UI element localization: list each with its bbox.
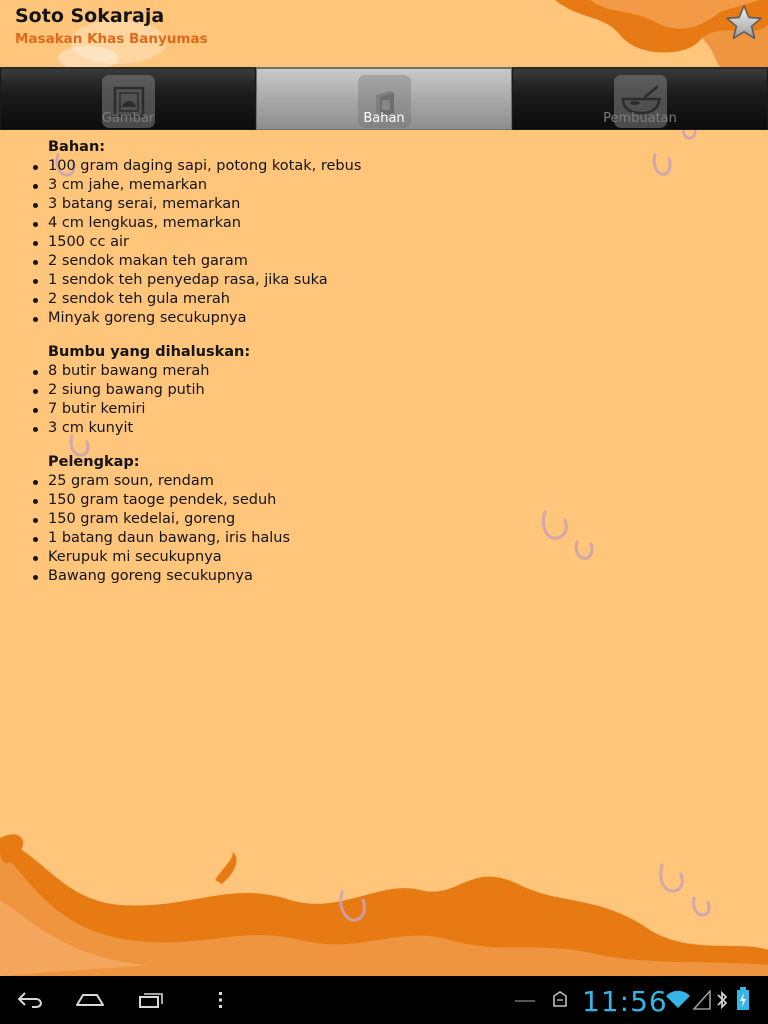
list-item: 3 cm kunyit bbox=[48, 419, 768, 438]
section-bumbu bbox=[0, 343, 768, 438]
list-item: 1 batang daun bawang, iris halus bbox=[48, 529, 768, 548]
tab-gambar-label: Gambar bbox=[101, 111, 155, 126]
list-item: 8 butir bawang merah bbox=[48, 362, 768, 381]
recent-apps-icon bbox=[136, 990, 166, 1010]
tab-pembuatan[interactable] bbox=[512, 67, 768, 130]
list-item: Bawang goreng secukupnya bbox=[48, 567, 768, 586]
ingredient-list bbox=[0, 362, 768, 438]
page-subtitle: Masakan Khas Banyumas bbox=[15, 31, 208, 47]
list-item: 2 sendok teh gula merah bbox=[48, 290, 768, 309]
list-item: 1500 cc air bbox=[48, 233, 768, 252]
list-item: 2 siung bawang putih bbox=[48, 381, 768, 400]
list-item: 3 cm jahe, memarkan bbox=[48, 176, 768, 195]
back-icon bbox=[16, 990, 46, 1010]
section-bahan bbox=[0, 138, 768, 328]
list-item: 25 gram soun, rendam bbox=[48, 472, 768, 491]
tab-bahan[interactable] bbox=[256, 67, 512, 130]
recent-apps-button[interactable] bbox=[134, 986, 168, 1014]
tab-bar bbox=[0, 67, 768, 130]
section-title: Bumbu yang dihaluskan: bbox=[48, 344, 251, 360]
list-item: 150 gram kedelai, goreng bbox=[48, 510, 768, 529]
tab-bahan-label: Bahan bbox=[363, 111, 405, 126]
favorite-button[interactable] bbox=[724, 3, 764, 43]
app-header bbox=[0, 0, 768, 68]
wifi-icon bbox=[665, 990, 691, 1010]
ingredient-list bbox=[0, 472, 768, 586]
signal-icon bbox=[693, 990, 711, 1010]
ingredient-list bbox=[0, 157, 768, 328]
status-clock: 11:56 bbox=[582, 985, 668, 1018]
list-item: 7 butir kemiri bbox=[48, 400, 768, 419]
star-icon bbox=[725, 4, 763, 42]
section-title: Bahan: bbox=[48, 139, 106, 155]
bluetooth-icon bbox=[715, 988, 729, 1012]
screenshot-icon bbox=[551, 990, 569, 1010]
tab-gambar[interactable] bbox=[0, 67, 256, 130]
list-item: 150 gram taoge pendek, seduh bbox=[48, 491, 768, 510]
list-item: 3 batang serai, memarkan bbox=[48, 195, 768, 214]
home-icon bbox=[74, 990, 106, 1010]
list-item: 1 sendok teh penyedap rasa, jika suka bbox=[48, 271, 768, 290]
section-pelengkap bbox=[0, 453, 768, 586]
section-title: Pelengkap: bbox=[48, 454, 140, 470]
list-item: 100 gram daging sapi, potong kotak, rebus bbox=[48, 157, 768, 176]
page-title: Soto Sokaraja bbox=[15, 5, 165, 27]
battery-icon bbox=[736, 986, 750, 1012]
divider bbox=[515, 1000, 535, 1002]
menu-button[interactable] bbox=[210, 986, 232, 1014]
home-button[interactable] bbox=[72, 986, 108, 1014]
system-nav-bar bbox=[0, 976, 768, 1024]
list-item: Kerupuk mi secukupnya bbox=[48, 548, 768, 567]
list-item: 2 sendok makan teh garam bbox=[48, 252, 768, 271]
menu-icon bbox=[218, 991, 224, 1009]
back-button[interactable] bbox=[14, 986, 48, 1014]
ingredients-content bbox=[0, 138, 768, 601]
list-item: 4 cm lengkuas, memarkan bbox=[48, 214, 768, 233]
tab-pembuatan-label: Pembuatan bbox=[603, 111, 677, 126]
list-item: Minyak goreng secukupnya bbox=[48, 309, 768, 328]
